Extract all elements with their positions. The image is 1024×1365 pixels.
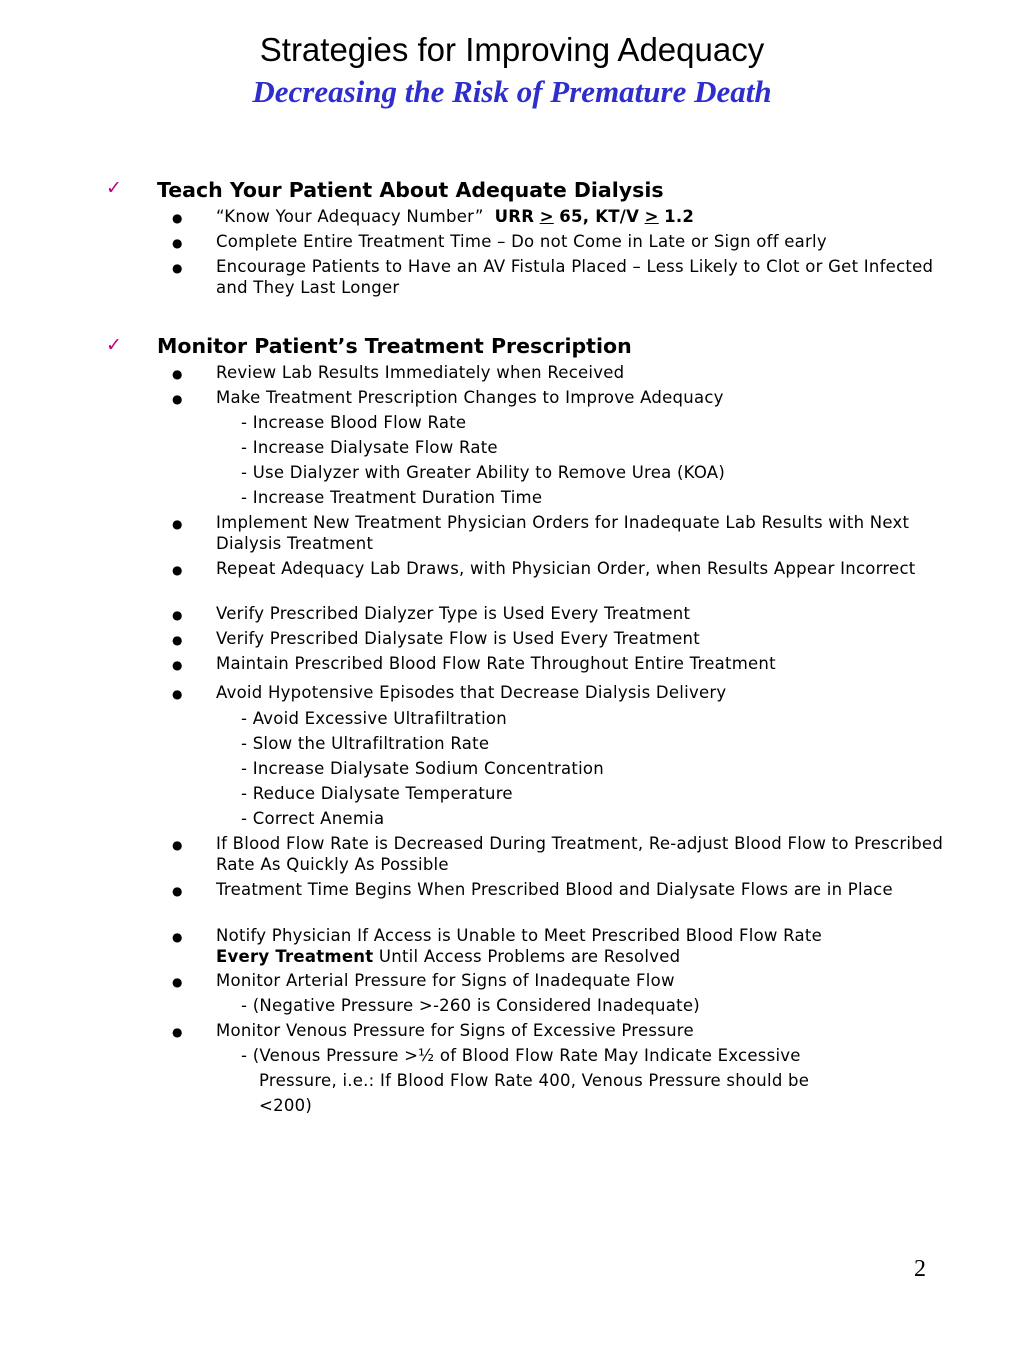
sub-item: - Correct Anemia [241, 809, 385, 828]
list-item: Treatment Time Begins When Prescribed Blood and Dialysate Flows are in Place [216, 880, 893, 899]
sub-item: - Use Dialyzer with Greater Ability to Remove Urea (KOA) [241, 463, 726, 482]
list-item-adequacy-number [216, 207, 961, 228]
page-title: Strategies for Improving Adequacy [259, 31, 765, 68]
bullet-icon: ● [172, 517, 183, 531]
sub-item: - Avoid Excessive Ultrafiltration [241, 709, 507, 728]
bullet-icon: ● [172, 367, 183, 381]
bullet-icon: ● [172, 563, 183, 577]
sub-item: - Increase Dialysate Flow Rate [241, 438, 498, 457]
section-heading-monitor: Monitor Patient’s Treatment Prescription [157, 334, 632, 358]
list-item: Avoid Hypotensive Episodes that Decrease Dialysis Delivery [216, 683, 727, 702]
bullet-icon: ● [172, 633, 183, 647]
bullet-icon: ● [172, 687, 183, 701]
sub-item-line: <200) [259, 1096, 313, 1115]
list-item: Complete Entire Treatment Time – Do not Come in Late or Sign off early [216, 232, 827, 251]
sub-item: - (Negative Pressure >-260 is Considered Inadequate) [241, 996, 700, 1015]
list-item: Make Treatment Prescription Changes to Improve Adequacy [216, 388, 724, 407]
bullet-icon: ● [172, 211, 183, 225]
sub-item: - Increase Treatment Duration Time [241, 488, 543, 507]
list-item: If Blood Flow Rate is Decreased During Treatment, Re-adjust Blood Flow to Prescribed Rate As Quickly As Possible [216, 834, 944, 874]
sub-item: - Increase Blood Flow Rate [241, 413, 467, 432]
urr-label: URR [494, 207, 535, 226]
bullet-icon: ● [172, 608, 183, 622]
list-item-notify-physician [216, 926, 961, 967]
bullet-icon: ● [172, 975, 183, 989]
list-item: Maintain Prescribed Blood Flow Rate Throughout Entire Treatment [216, 654, 776, 673]
check-icon: ✓ [106, 177, 122, 199]
bullet-icon: ● [172, 261, 183, 275]
bullet-icon: ● [172, 236, 183, 250]
sub-item: - Slow the Ultrafiltration Rate [241, 734, 490, 753]
list-item: Encourage Patients to Have an AV Fistula Placed – Less Likely to Clot or Get Infected and They Last Longer [216, 257, 934, 297]
list-item: Implement New Treatment Physician Orders for Inadequate Lab Results with Next Dialysis Treatment [216, 513, 910, 553]
list-item-text: Notify Physician If Access is Unable to Meet Prescribed Blood Flow Rate [216, 926, 822, 945]
sub-item-line: - (Venous Pressure >½ of Blood Flow Rate May Indicate Excessive [241, 1046, 801, 1065]
bullet-icon: ● [172, 392, 183, 406]
page-number: 2 [914, 1256, 926, 1282]
list-item: Review Lab Results Immediately when Received [216, 363, 625, 382]
list-item: Monitor Venous Pressure for Signs of Excessive Pressure [216, 1021, 694, 1040]
bullet-icon: ● [172, 1025, 183, 1039]
bullet-icon: ● [172, 838, 183, 852]
check-icon: ✓ [106, 334, 122, 356]
page-subtitle: Decreasing the Risk of Premature Death [252, 74, 772, 109]
sub-item: - Reduce Dialysate Temperature [241, 784, 513, 803]
ktv-value: 1.2 [664, 207, 695, 226]
bullet-icon: ● [172, 884, 183, 898]
sub-item: - Increase Dialysate Sodium Concentration [241, 759, 604, 778]
list-item: Verify Prescribed Dialysate Flow is Used Every Treatment [216, 629, 700, 648]
list-item-text: Until Access Problems are Resolved [378, 946, 681, 966]
bullet-icon: ● [172, 658, 183, 672]
list-item: Verify Prescribed Dialyzer Type is Used Every Treatment [216, 604, 691, 623]
gte-symbol: > [539, 207, 554, 226]
sub-item-venous-pressure [241, 1043, 941, 1118]
list-item: Repeat Adequacy Lab Draws, with Physician Order, when Results Appear Incorrect [216, 559, 916, 578]
list-item: Monitor Arterial Pressure for Signs of Inadequate Flow [216, 971, 675, 990]
quote-text: “Know Your Adequacy Number” [216, 207, 484, 226]
bullet-icon: ● [172, 930, 183, 944]
sub-item-line: Pressure, i.e.: If Blood Flow Rate 400, Venous Pressure should be [259, 1071, 810, 1090]
urr-kt-value: 65, KT/V [559, 207, 640, 226]
section-heading-teach: Teach Your Patient About Adequate Dialysis [157, 178, 664, 202]
emphasis-text: Every Treatment [216, 946, 374, 966]
gte-symbol: > [644, 207, 659, 226]
